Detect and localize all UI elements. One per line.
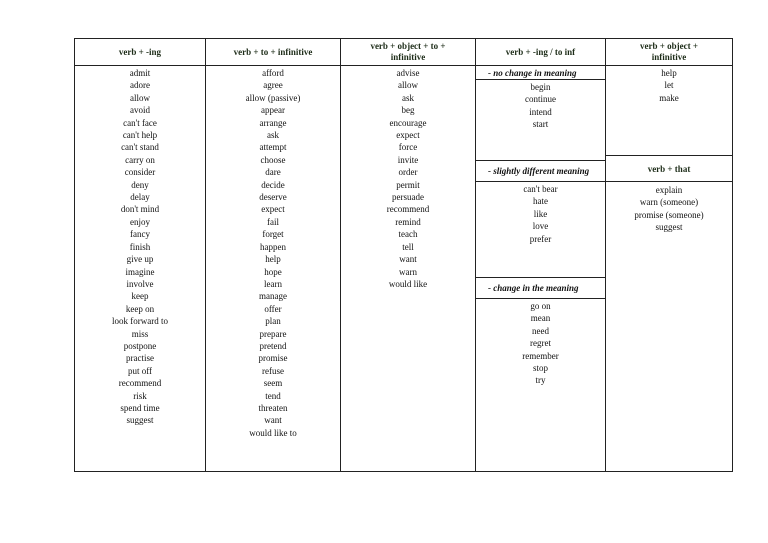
column-header-line: infinitive bbox=[651, 52, 687, 62]
list-item: regret bbox=[530, 338, 551, 349]
column-header: verb + that bbox=[606, 155, 732, 182]
list-item: can't stand bbox=[121, 142, 159, 153]
list-item: promise bbox=[258, 353, 288, 364]
list-item: spend time bbox=[120, 402, 160, 413]
column-header bbox=[341, 39, 475, 66]
list-item: happen bbox=[260, 241, 286, 252]
column-verb-object-infinitive bbox=[606, 39, 732, 471]
list-item: deserve bbox=[259, 192, 287, 203]
list-item: put off bbox=[127, 365, 153, 376]
list-item: refuse bbox=[262, 365, 284, 376]
list-item: let bbox=[664, 80, 674, 91]
list-item: allow bbox=[398, 80, 418, 91]
list-item: plan bbox=[265, 316, 281, 327]
section-verb-that bbox=[606, 155, 732, 234]
column-header: verb + -ing / to inf bbox=[476, 39, 605, 66]
list-item: ask bbox=[267, 130, 279, 141]
column-verb-ing bbox=[75, 39, 206, 471]
list-item: threaten bbox=[258, 402, 288, 413]
list-item: remember bbox=[522, 350, 559, 361]
list-item: mean bbox=[530, 313, 551, 324]
list-item: go on bbox=[530, 301, 551, 311]
section-title: - change in the meaning bbox=[476, 277, 605, 299]
list-item: persuade bbox=[392, 192, 424, 203]
list-item: choose bbox=[260, 154, 286, 165]
column-header: verb + -ing bbox=[75, 39, 205, 66]
list-item: warn (someone) bbox=[639, 197, 699, 208]
verb-list bbox=[476, 80, 605, 131]
list-item: afford bbox=[262, 68, 284, 78]
list-item: delay bbox=[130, 192, 150, 203]
verb-list bbox=[606, 182, 732, 234]
list-item: continue bbox=[525, 94, 556, 105]
list-item: risk bbox=[133, 390, 147, 401]
column-header: verb + to + infinitive bbox=[206, 39, 340, 66]
verb-list bbox=[476, 182, 605, 245]
list-item: promise (someone) bbox=[634, 209, 704, 220]
list-item: stop bbox=[532, 363, 548, 374]
list-item: adore bbox=[130, 80, 150, 91]
section-title: - slightly different meaning bbox=[476, 160, 605, 182]
list-item: keep bbox=[131, 291, 149, 302]
verb-list bbox=[606, 66, 732, 104]
column-verb-object-to-infinitive bbox=[341, 39, 476, 471]
list-item: can't help bbox=[122, 130, 158, 141]
list-item: fail bbox=[267, 216, 279, 227]
list-item: love bbox=[532, 221, 549, 232]
column-verb-to-infinitive bbox=[206, 39, 341, 471]
list-item: deny bbox=[131, 179, 149, 190]
list-item: dare bbox=[265, 167, 281, 178]
list-item: enjoy bbox=[130, 216, 150, 227]
list-item: force bbox=[398, 142, 418, 153]
list-item: finish bbox=[129, 241, 151, 252]
list-item: give up bbox=[126, 254, 154, 265]
list-item: pretend bbox=[259, 340, 287, 351]
list-item: ask bbox=[402, 92, 414, 103]
list-item: look forward to bbox=[112, 316, 168, 327]
list-item: learn bbox=[264, 278, 282, 289]
list-item: suggest bbox=[655, 222, 683, 233]
column-header-line: infinitive bbox=[390, 52, 426, 62]
column-verb-ing-or-to-inf bbox=[476, 39, 606, 471]
list-item: make bbox=[659, 92, 679, 103]
column-header-line: verb + object + bbox=[640, 41, 698, 51]
list-item: recommend bbox=[118, 378, 162, 389]
list-item: appear bbox=[261, 105, 285, 116]
section-slightly-different bbox=[476, 160, 605, 270]
list-item: help bbox=[265, 254, 281, 265]
list-item: practise bbox=[126, 353, 154, 364]
list-item: invite bbox=[397, 154, 419, 165]
list-item: arrange bbox=[259, 117, 287, 128]
list-item: warn bbox=[399, 266, 417, 277]
list-item: try bbox=[535, 375, 546, 386]
list-item: start bbox=[532, 119, 549, 130]
verb-list bbox=[206, 66, 340, 439]
list-item: imagine bbox=[125, 266, 155, 277]
list-item: would like to bbox=[249, 427, 297, 438]
list-item: carry on bbox=[125, 154, 155, 165]
list-item: beg bbox=[401, 105, 415, 116]
list-item: prefer bbox=[529, 233, 552, 244]
list-item: help bbox=[661, 68, 677, 78]
column-header-line: verb + object + to + bbox=[370, 41, 446, 51]
list-item: explain bbox=[655, 185, 683, 195]
list-item: advise bbox=[396, 68, 420, 78]
list-item: hope bbox=[264, 266, 282, 277]
list-item: admit bbox=[129, 68, 151, 78]
list-item: agree bbox=[263, 80, 283, 91]
list-item: teach bbox=[398, 229, 418, 240]
list-item: like bbox=[533, 208, 548, 219]
list-item: prepare bbox=[259, 328, 287, 339]
list-item: suggest bbox=[126, 415, 154, 426]
list-item: offer bbox=[264, 303, 282, 314]
list-item: can't face bbox=[123, 117, 157, 128]
verb-list bbox=[341, 66, 475, 290]
verb-patterns-table bbox=[74, 38, 733, 472]
list-item: want bbox=[264, 415, 282, 426]
list-item: fancy bbox=[130, 229, 150, 240]
list-item: encourage bbox=[389, 117, 427, 128]
section-title: - no change in meaning bbox=[476, 66, 605, 80]
list-item: hate bbox=[533, 196, 548, 207]
list-item: allow (passive) bbox=[245, 92, 301, 103]
list-item: seem bbox=[263, 378, 283, 389]
list-item: expect bbox=[396, 130, 420, 141]
list-item: attempt bbox=[259, 142, 287, 153]
list-item: intend bbox=[529, 106, 552, 117]
list-item: order bbox=[398, 167, 418, 178]
list-item: postpone bbox=[123, 340, 157, 351]
list-item: consider bbox=[124, 167, 156, 178]
verb-list bbox=[476, 299, 605, 387]
list-item: manage bbox=[259, 291, 287, 302]
list-item: forget bbox=[262, 229, 284, 240]
section-change-meaning bbox=[476, 277, 605, 467]
list-item: permit bbox=[396, 179, 420, 190]
list-item: tend bbox=[265, 390, 281, 401]
list-item: allow bbox=[130, 92, 150, 103]
list-item: expect bbox=[261, 204, 285, 215]
list-item: want bbox=[399, 254, 417, 265]
list-item: begin bbox=[530, 82, 551, 92]
list-item: decide bbox=[261, 179, 285, 190]
list-item: recommend bbox=[386, 204, 430, 215]
verb-list bbox=[75, 66, 205, 427]
list-item: keep on bbox=[125, 303, 155, 314]
column-header bbox=[606, 39, 732, 66]
list-item: would like bbox=[388, 278, 428, 289]
list-item: need bbox=[532, 325, 549, 336]
list-item: remind bbox=[395, 216, 421, 227]
list-item: avoid bbox=[130, 105, 150, 116]
list-item: don't mind bbox=[120, 204, 160, 215]
list-item: tell bbox=[402, 241, 414, 252]
section-no-change bbox=[476, 66, 605, 154]
list-item: miss bbox=[131, 328, 149, 339]
list-item: can't bear bbox=[523, 184, 558, 194]
list-item: involve bbox=[126, 278, 154, 289]
